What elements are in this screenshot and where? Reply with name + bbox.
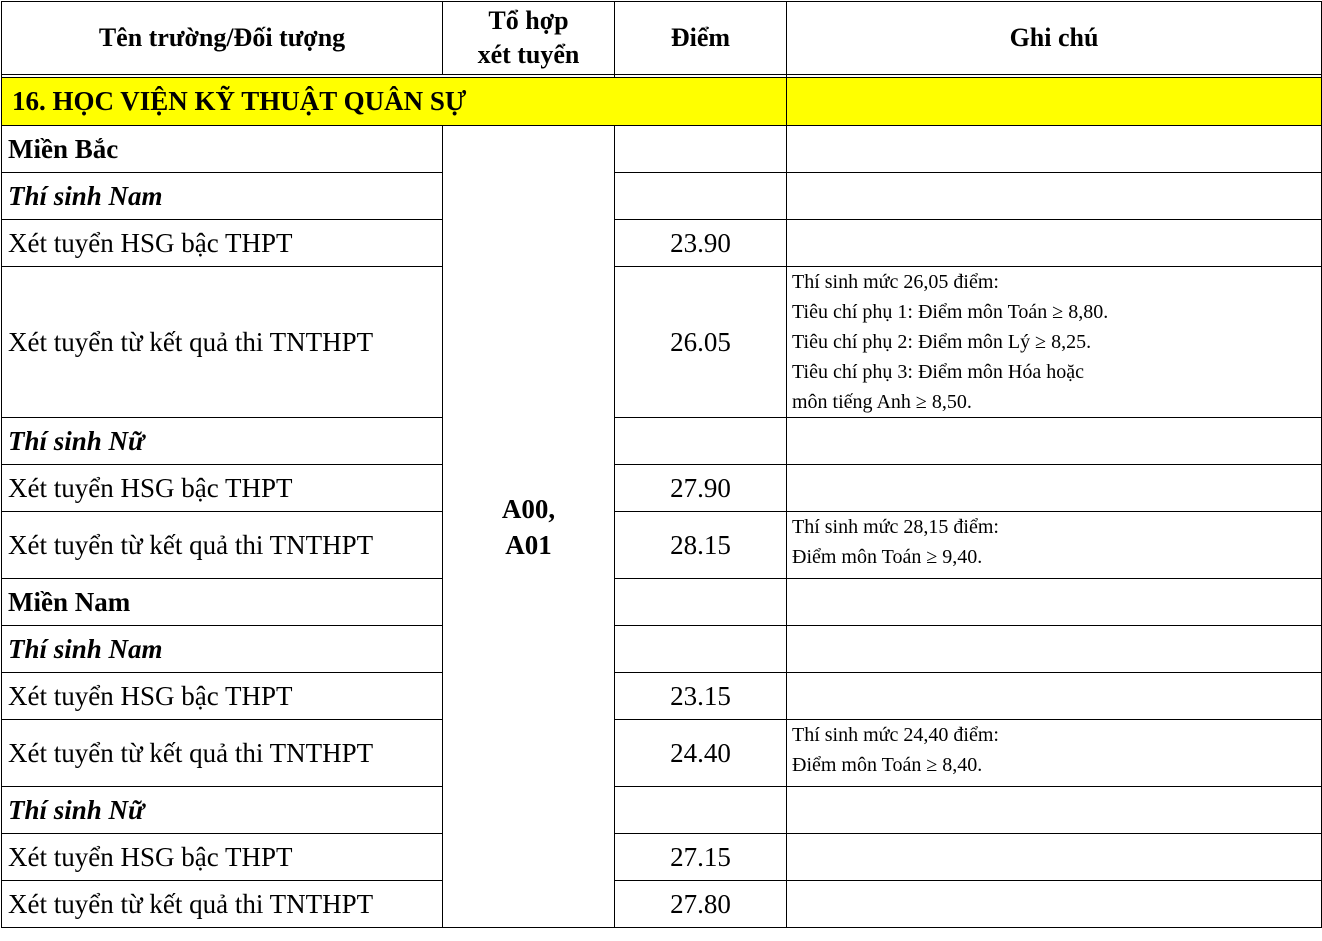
header-row xyxy=(2,2,1322,75)
row-note xyxy=(787,579,1322,626)
table-row xyxy=(2,787,1322,834)
row-score xyxy=(615,173,787,220)
table-row xyxy=(2,579,1322,626)
row-label: Thí sinh Nữ xyxy=(2,787,443,834)
table-row xyxy=(2,512,1322,579)
admission-score-table xyxy=(1,1,1322,928)
note-line: Tiêu chí phụ 3: Điểm môn Hóa hoặc xyxy=(792,361,1085,383)
row-note xyxy=(787,126,1322,173)
table-row xyxy=(2,720,1322,787)
combination-cell xyxy=(443,126,615,928)
table-row xyxy=(2,418,1322,465)
header-combination xyxy=(443,2,615,75)
combination-line1: A00, xyxy=(501,493,556,524)
row-note xyxy=(787,834,1322,881)
row-label: Xét tuyển từ kết quả thi TNTHPT xyxy=(2,512,443,579)
row-score xyxy=(615,787,787,834)
header-combination-line2: xét tuyển xyxy=(477,40,580,69)
row-score: 27.15 xyxy=(615,834,787,881)
header-combination-line1: Tổ hợp xyxy=(488,6,569,35)
row-label: Xét tuyển HSG bậc THPT xyxy=(2,465,443,512)
table-row xyxy=(2,267,1322,418)
row-score: 26.05 xyxy=(615,267,787,418)
note-line: Tiêu chí phụ 1: Điểm môn Toán ≥ 8,80. xyxy=(792,301,1109,323)
table-row xyxy=(2,626,1322,673)
school-title-note xyxy=(787,78,1322,126)
row-score xyxy=(615,126,787,173)
row-score xyxy=(615,579,787,626)
table-row xyxy=(2,673,1322,720)
row-note xyxy=(787,465,1322,512)
row-note xyxy=(787,173,1322,220)
table-row xyxy=(2,173,1322,220)
table-row xyxy=(2,881,1322,928)
row-label: Xét tuyển từ kết quả thi TNTHPT xyxy=(2,720,443,787)
header-school: Tên trường/Đối tượng xyxy=(2,2,443,75)
row-note xyxy=(787,881,1322,928)
school-title: 16. HỌC VIỆN KỸ THUẬT QUÂN SỰ xyxy=(2,78,787,126)
table-row xyxy=(2,126,1322,173)
row-label: Xét tuyển từ kết quả thi TNTHPT xyxy=(2,881,443,928)
row-label: Thí sinh Nam xyxy=(2,626,443,673)
row-score: 23.15 xyxy=(615,673,787,720)
row-note xyxy=(787,787,1322,834)
row-note xyxy=(787,512,1322,579)
row-label: Thí sinh Nữ xyxy=(2,418,443,465)
row-note xyxy=(787,220,1322,267)
row-label: Xét tuyển HSG bậc THPT xyxy=(2,673,443,720)
row-note xyxy=(787,418,1322,465)
table-row xyxy=(2,465,1322,512)
note-line: Điểm môn Toán ≥ 8,40. xyxy=(792,754,983,776)
note-line: môn tiếng Anh ≥ 8,50. xyxy=(792,391,972,413)
row-note xyxy=(787,626,1322,673)
row-label: Miền Bắc xyxy=(2,126,443,173)
row-label: Miền Nam xyxy=(2,579,443,626)
note-line: Thí sinh mức 26,05 điểm: xyxy=(792,271,999,293)
row-label: Xét tuyển HSG bậc THPT xyxy=(2,220,443,267)
note-line: Tiêu chí phụ 2: Điểm môn Lý ≥ 8,25. xyxy=(792,331,1092,353)
header-score: Điểm xyxy=(615,2,787,75)
row-score: 28.15 xyxy=(615,512,787,579)
row-note xyxy=(787,267,1322,418)
row-score xyxy=(615,626,787,673)
school-title-row xyxy=(2,78,1322,126)
note-line: Thí sinh mức 28,15 điểm: xyxy=(792,516,999,538)
row-score: 24.40 xyxy=(615,720,787,787)
note-line: Thí sinh mức 24,40 điểm: xyxy=(792,724,999,746)
row-label: Xét tuyển từ kết quả thi TNTHPT xyxy=(2,267,443,418)
note-line: Điểm môn Toán ≥ 9,40. xyxy=(792,546,983,568)
row-score: 27.90 xyxy=(615,465,787,512)
row-note xyxy=(787,673,1322,720)
table-row xyxy=(2,220,1322,267)
row-note xyxy=(787,720,1322,787)
row-label: Xét tuyển HSG bậc THPT xyxy=(2,834,443,881)
row-score xyxy=(615,418,787,465)
combination-line2: A01 xyxy=(505,529,552,560)
header-note: Ghi chú xyxy=(787,2,1322,75)
row-score: 27.80 xyxy=(615,881,787,928)
row-label: Thí sinh Nam xyxy=(2,173,443,220)
row-score: 23.90 xyxy=(615,220,787,267)
table-row xyxy=(2,834,1322,881)
